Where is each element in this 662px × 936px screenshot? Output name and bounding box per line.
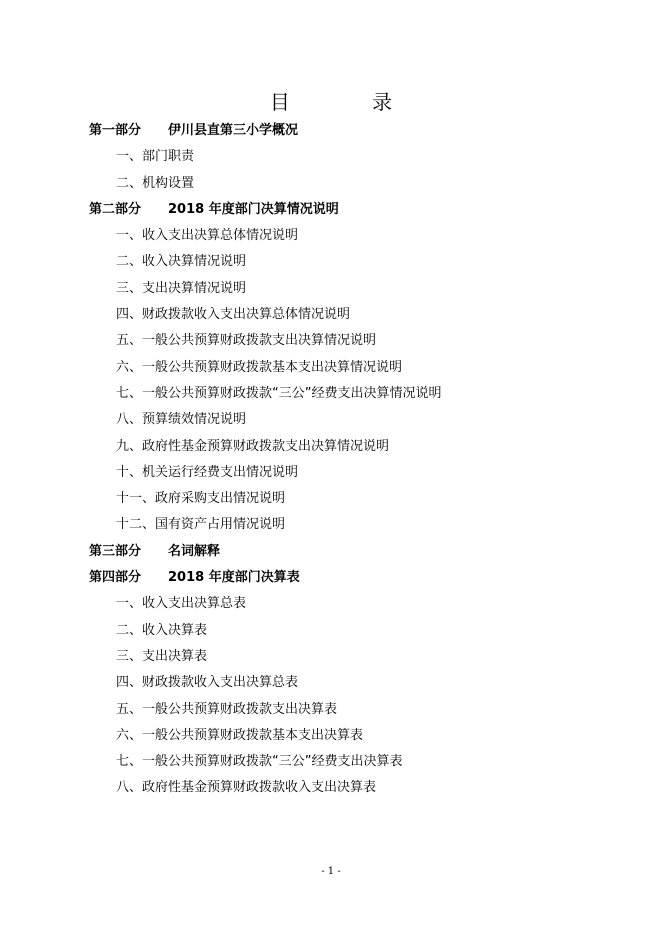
- toc-item: 六、一般公共预算财政拨款基本支出决算情况说明: [116, 359, 403, 375]
- toc-part-title: 2018 年度部门决算表: [168, 570, 300, 586]
- toc-part-title: 名词解释: [168, 543, 221, 559]
- toc-item: 六、一般公共预算财政拨款基本支出决算表: [116, 727, 364, 743]
- toc-item: 十二、国有资产占用情况说明: [116, 517, 286, 533]
- toc-item: 一、收入支出决算总体情况说明: [116, 228, 299, 244]
- toc-part-number: 第四部分: [89, 570, 142, 586]
- toc-part-heading: [0, 197, 662, 223]
- table-of-contents: [0, 118, 662, 802]
- toc-part-heading: [0, 565, 662, 591]
- page-title: 目 录: [269, 90, 431, 114]
- toc-item: 四、财政拨款收入支出决算总表: [116, 675, 299, 691]
- toc-item: 十、机关运行经费支出情况说明: [116, 464, 299, 480]
- toc-part-heading: [0, 118, 662, 144]
- toc-part-title: 2018 年度部门决算情况说明: [168, 201, 339, 217]
- toc-part-number: 第三部分: [89, 543, 142, 559]
- toc-item: 七、一般公共预算财政拨款“三公”经费支出决算表: [116, 754, 403, 770]
- toc-item: 二、收入决算表: [116, 622, 208, 638]
- toc-item: 五、一般公共预算财政拨款支出决算表: [116, 701, 338, 717]
- toc-item: 二、机构设置: [116, 175, 195, 191]
- toc-item: 一、部门职责: [116, 149, 195, 165]
- toc-item: 八、政府性基金预算财政拨款收入支出决算表: [116, 780, 377, 796]
- toc-item: 五、一般公共预算财政拨款支出决算情况说明: [116, 333, 377, 349]
- toc-part-number: 第一部分: [89, 123, 142, 138]
- toc-item: 四、财政拨款收入支出决算总体情况说明: [116, 307, 351, 323]
- toc-item: 一、收入支出决算总表: [116, 596, 247, 612]
- toc-item: 九、政府性基金预算财政拨款支出决算情况说明: [116, 438, 390, 454]
- toc-part-heading: [0, 539, 662, 565]
- toc-item: 十一、政府采购支出情况说明: [116, 491, 286, 507]
- toc-item: 八、预算绩效情况说明: [116, 412, 247, 428]
- page-number: - 1 -: [321, 866, 341, 877]
- toc-item: 三、支出决算情况说明: [116, 280, 247, 296]
- toc-item: 七、一般公共预算财政拨款“三公”经费支出决算情况说明: [116, 385, 442, 401]
- toc-part-number: 第二部分: [89, 201, 142, 217]
- toc-part-title: 伊川县直第三小学概况: [168, 123, 299, 138]
- toc-item: 二、收入决算情况说明: [116, 254, 247, 270]
- toc-item: 三、支出决算表: [116, 648, 208, 664]
